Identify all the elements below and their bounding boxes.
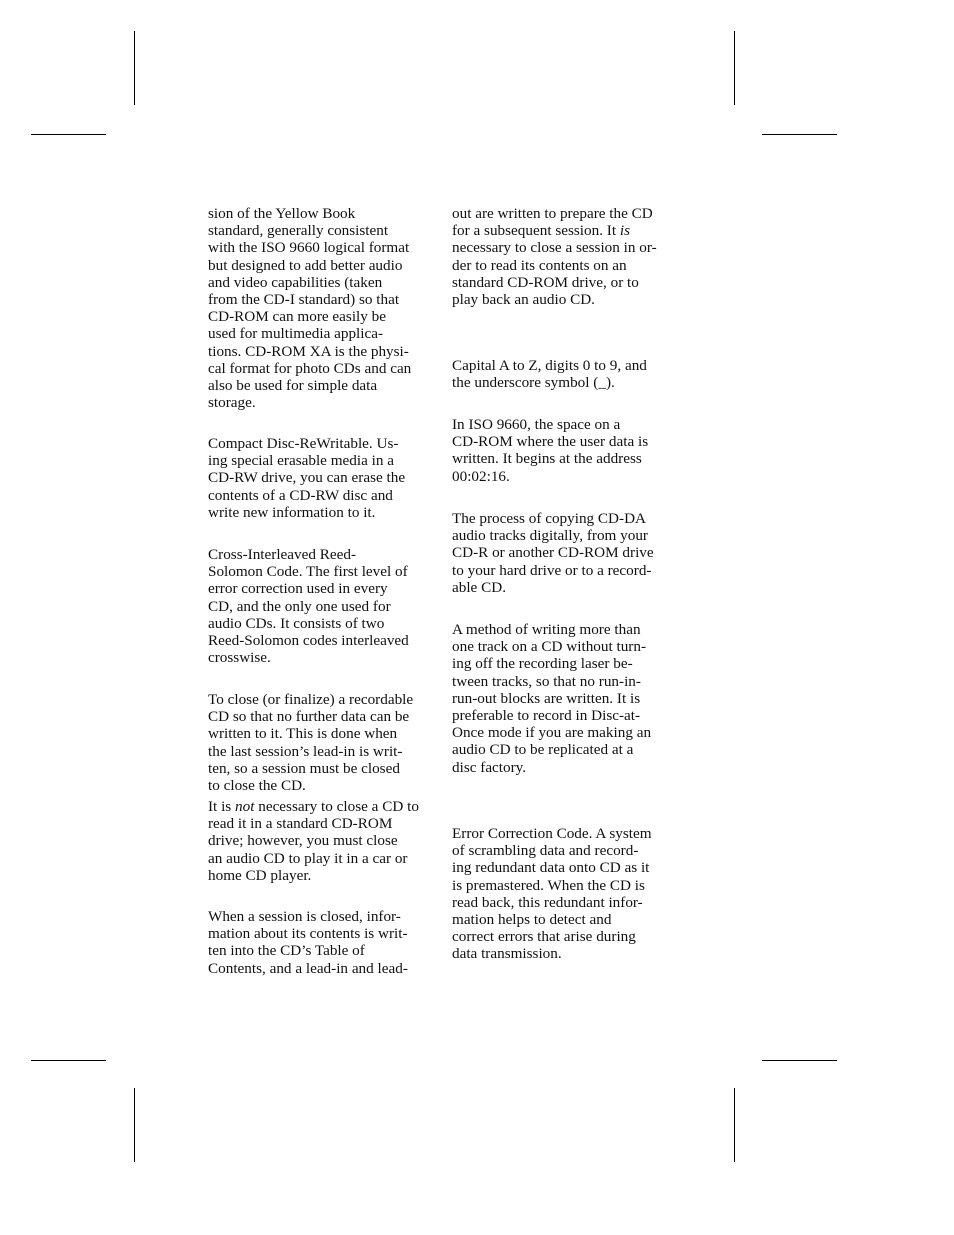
crop-mark-bottom-right-vertical	[734, 1088, 735, 1162]
text-line: 00:02:16.	[452, 467, 510, 485]
text-line: CD-ROM where the user data is	[452, 433, 649, 451]
paragraph-circ	[208, 546, 409, 666]
text-line: correct errors that arise during	[452, 928, 636, 946]
text-line: preferable to record in Disc-at-	[452, 707, 641, 725]
text-line: and video capabilities (taken	[208, 273, 383, 291]
text-line: der to read its contents on an	[452, 256, 627, 274]
text-line: but designed to add better audio	[208, 256, 403, 274]
text-line: crosswise.	[208, 649, 271, 667]
paragraph-data-area	[452, 416, 648, 485]
text-line: read it in a standard CD-ROM	[208, 815, 393, 833]
crop-mark-top-left-vertical	[134, 31, 135, 105]
paragraph-digital-audio-extraction	[452, 510, 654, 596]
text-line: Solomon Code. The first level of	[208, 563, 408, 581]
text-line: audio CDs. It consists of two	[208, 614, 385, 632]
text-line: CD-RW drive, you can erase the	[208, 469, 406, 487]
text-line: to your hard drive or to a record-	[452, 561, 652, 579]
crop-mark-top-right-vertical	[734, 31, 735, 105]
text-line: In ISO 9660, the space on a	[452, 416, 621, 433]
text-line: is premastered. When the CD is	[452, 876, 645, 894]
text-line: ing special erasable media in a	[208, 452, 394, 470]
text-line: home CD player.	[208, 866, 312, 884]
text-line: ten into the CD’s Table of	[208, 942, 365, 960]
text-line: A method of writing more than	[452, 621, 641, 638]
text-line: CD-ROM can more easily be	[208, 308, 386, 326]
text-line: audio tracks digitally, from your	[452, 527, 648, 545]
text-line: able CD.	[452, 578, 506, 596]
text-line: the underscore symbol (_).	[452, 374, 615, 392]
paragraph-disc-at-once	[452, 621, 651, 776]
paragraph-close-cd-note	[208, 798, 419, 884]
text-line: Once mode if you are making an	[452, 724, 652, 742]
text-line: one track on a CD without turn-	[452, 638, 647, 656]
text-line: Capital A to Z, digits 0 to 9, and	[452, 357, 647, 374]
text-line: from the CD-I standard) so that	[208, 291, 400, 309]
text-line: ing redundant data onto CD as it	[452, 859, 650, 877]
text-line: play back an audio CD.	[452, 291, 595, 309]
text-line: read back, this redundant infor-	[452, 893, 643, 911]
text-line: out are written to prepare the CD	[452, 205, 653, 222]
text-line: an audio CD to play it in a car or	[208, 849, 408, 867]
text-line: tions. CD-ROM XA is the physi-	[208, 342, 409, 360]
text-line: mation helps to detect and	[452, 911, 612, 929]
crop-mark-top-right-horizontal	[762, 134, 837, 135]
text-line: used for multimedia applica-	[208, 325, 384, 343]
text-line: standard CD-ROM drive, or to	[452, 273, 639, 291]
text-line: mation about its contents is writ-	[208, 925, 408, 943]
text-line: for a subsequent session. It is	[452, 222, 631, 240]
text-line: contents of a CD-RW disc and	[208, 486, 393, 504]
crop-mark-top-left-horizontal	[31, 134, 106, 135]
text-line: also be used for simple data	[208, 377, 378, 395]
paragraph-d-characters	[452, 357, 647, 391]
crop-mark-bottom-right-horizontal	[762, 1060, 837, 1061]
text-line: storage.	[208, 394, 256, 412]
text-line: written to it. This is done when	[208, 725, 398, 743]
text-line: Contents, and a lead-in and lead-	[208, 959, 408, 977]
text-line: necessary to close a session in or-	[452, 239, 657, 257]
text-line: CD, and the only one used for	[208, 597, 391, 615]
text-line: Compact Disc-ReWritable. Us-	[208, 435, 399, 452]
text-line: Cross-Interleaved Reed-	[208, 546, 357, 563]
paragraph-close-session-continued	[452, 205, 657, 308]
text-line: with the ISO 9660 logical format	[208, 239, 410, 257]
text-line: Error Correction Code. A system	[452, 825, 652, 842]
text-line: drive; however, you must close	[208, 832, 398, 850]
text-line: tween tracks, so that no run-in-	[452, 672, 641, 690]
text-line: data transmission.	[452, 945, 562, 963]
text-line: error correction used in every	[208, 580, 388, 598]
text-line: of scrambling data and record-	[452, 842, 639, 860]
crop-mark-bottom-left-horizontal	[31, 1060, 106, 1061]
text-line: written. It begins at the address	[452, 450, 642, 468]
paragraph-ecc	[452, 825, 652, 963]
text-line: cal format for photo CDs and can	[208, 359, 412, 377]
text-line: standard, generally consistent	[208, 222, 389, 240]
text-line: CD-R or another CD-ROM drive	[452, 544, 654, 562]
text-line: ten, so a session must be closed	[208, 759, 400, 777]
text-line: sion of the Yellow Book	[208, 205, 356, 222]
text-line: CD so that no further data can be	[208, 708, 410, 726]
text-line: Reed-Solomon codes interleaved	[208, 632, 409, 650]
paragraph-close-session	[208, 908, 408, 977]
paragraph-close-cd	[208, 691, 413, 794]
text-line: When a session is closed, infor-	[208, 908, 401, 925]
text-line: The process of copying CD-DA	[452, 510, 647, 527]
text-line: the last session’s lead-in is writ-	[208, 742, 403, 760]
text-line: ing off the recording laser be-	[452, 655, 633, 673]
text-line: audio CD to be replicated at a	[452, 741, 634, 759]
crop-mark-bottom-left-vertical	[134, 1088, 135, 1162]
text-line: disc factory.	[452, 758, 527, 776]
text-line: To close (or finalize) a recordable	[208, 691, 414, 708]
paragraph-cd-rw	[208, 435, 405, 521]
text-line: write new information to it.	[208, 503, 376, 521]
text-line: run-out blocks are written. It is	[452, 689, 641, 707]
text-line: It is not necessary to close a CD to	[208, 798, 419, 815]
paragraph-cdrom-xa-continued	[208, 205, 411, 411]
text-line: to close the CD.	[208, 777, 306, 795]
